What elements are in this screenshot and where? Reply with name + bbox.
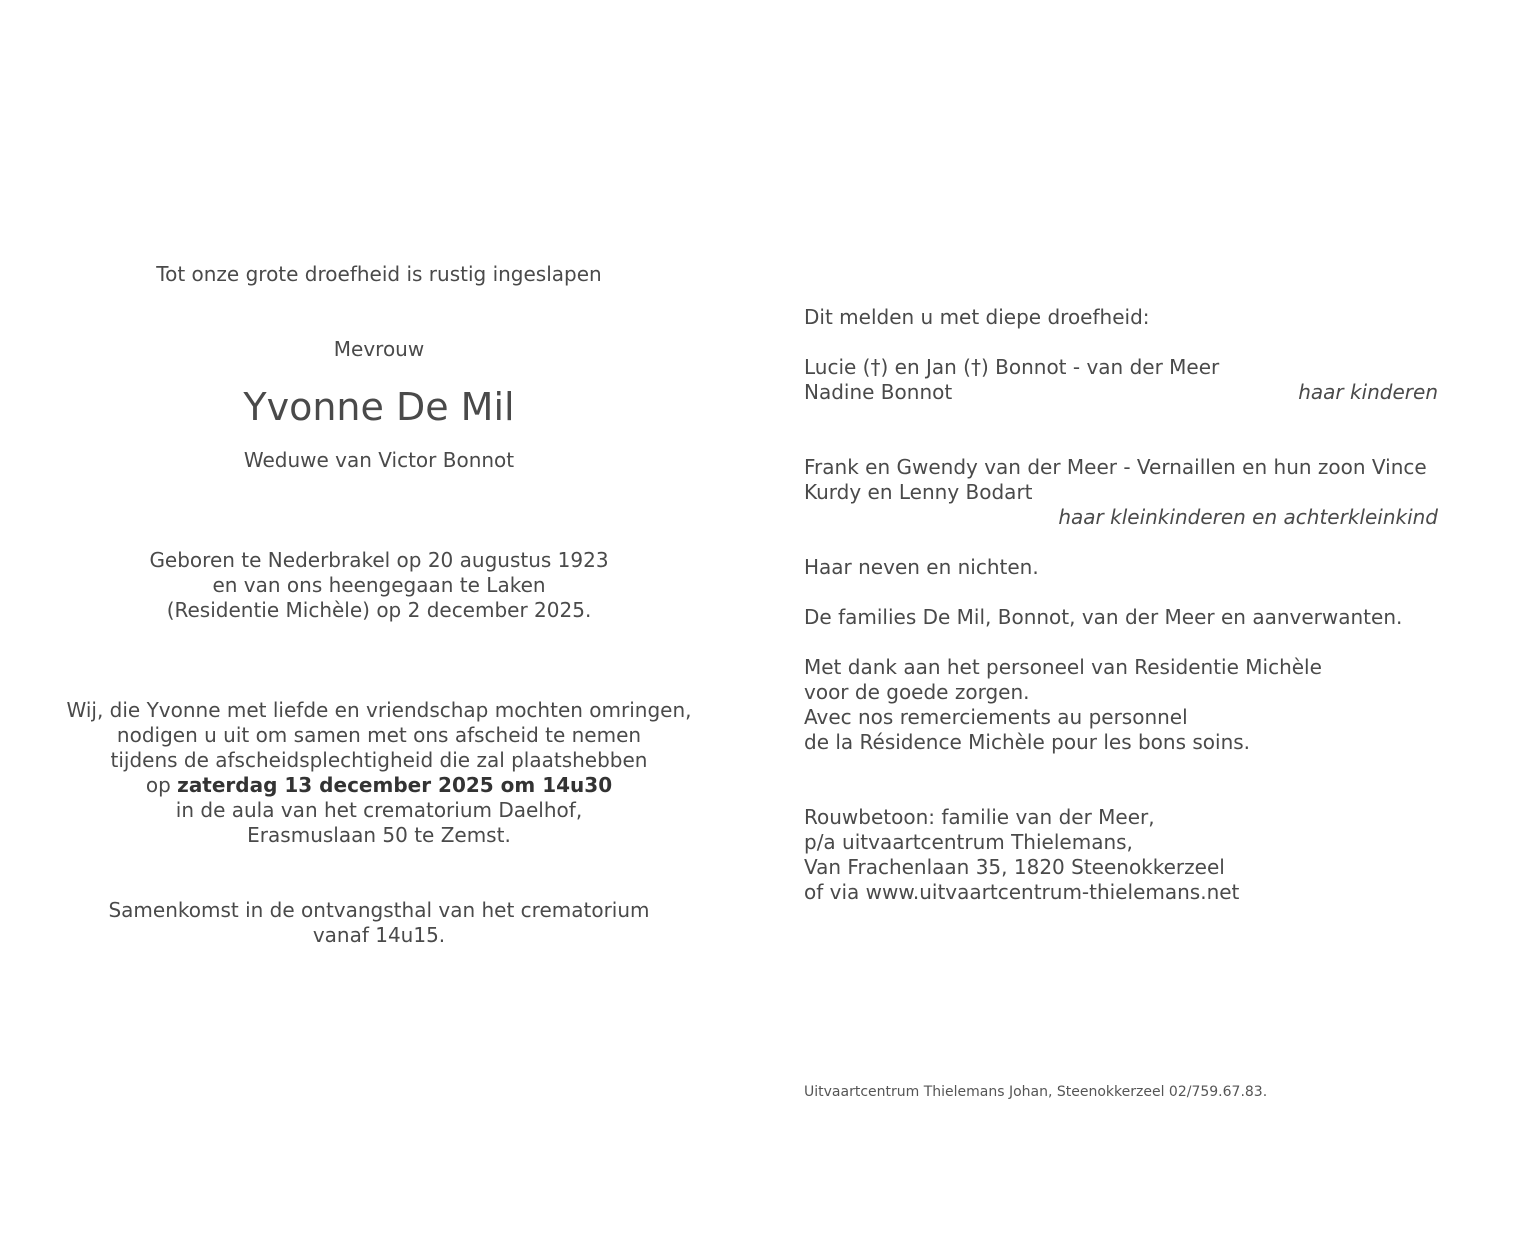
funeral-home-footer: Uitvaartcentrum Thielemans Johan, Steenokkerzeel 02/759.67.83. bbox=[804, 1084, 1268, 1100]
deceased-name: Yvonne De Mil bbox=[243, 385, 515, 429]
ceremony-date: zaterdag 13 december 2025 om 14u30 bbox=[177, 773, 613, 797]
children-line: Lucie (†) en Jan (†) Bonnot - van der Meer bbox=[804, 355, 1220, 379]
thanks-line: Met dank aan het personeel van Residentie Michèle bbox=[804, 655, 1322, 679]
children-role: haar kinderen bbox=[1298, 380, 1438, 404]
widow-of: Weduwe van Victor Bonnot bbox=[243, 448, 515, 472]
intro-text: Tot onze grote droefheid is rustig ingeslapen bbox=[156, 262, 602, 286]
gathering-line: Samenkomst in de ontvangsthal van het crematorium bbox=[108, 898, 650, 922]
birth-death-block bbox=[40, 548, 718, 623]
condolences-block bbox=[804, 805, 1438, 905]
salutation: Mevrouw bbox=[333, 337, 425, 361]
invite-date-line bbox=[40, 773, 718, 798]
families-text: De families De Mil, Bonnot, van der Meer en aanverwanten. bbox=[804, 605, 1403, 629]
grandchildren-line: Kurdy en Lenny Bodart bbox=[804, 480, 1033, 504]
grandchildren-block bbox=[804, 455, 1438, 530]
invite-line: tijdens de afscheidsplechtigheid die zal plaatshebben bbox=[110, 748, 648, 772]
mourners-heading: Dit melden u met diepe droefheid: bbox=[804, 305, 1150, 329]
gathering-block bbox=[40, 898, 718, 948]
announcement-right-column bbox=[804, 305, 1438, 905]
invite-line: nodigen u uit om samen met ons afscheid te nemen bbox=[116, 723, 642, 747]
thanks-line: Avec nos remerciements au personnel bbox=[804, 705, 1188, 729]
invite-line: Erasmuslaan 50 te Zemst. bbox=[247, 823, 511, 847]
condolences-line: Rouwbetoon: familie van der Meer, bbox=[804, 805, 1155, 829]
invite-date-prefix: op bbox=[145, 773, 178, 797]
born-line: en van ons heengegaan te Laken bbox=[212, 573, 546, 597]
born-line: (Residentie Michèle) op 2 december 2025. bbox=[166, 598, 592, 622]
gathering-line: vanaf 14u15. bbox=[312, 923, 446, 947]
thanks-line: de la Résidence Michèle pour les bons soins. bbox=[804, 730, 1251, 754]
condolences-website: of via www.uitvaartcentrum-thielemans.net bbox=[804, 880, 1240, 904]
thanks-block bbox=[804, 655, 1438, 755]
children-block bbox=[804, 355, 1438, 405]
born-line: Geboren te Nederbrakel op 20 augustus 1923 bbox=[149, 548, 609, 572]
condolences-line: Van Frachenlaan 35, 1820 Steenokkerzeel bbox=[804, 855, 1225, 879]
children-row bbox=[804, 380, 1438, 405]
grandchildren-role: haar kleinkinderen en achterkleinkind bbox=[1058, 505, 1438, 529]
announcement-left-column bbox=[40, 262, 718, 948]
condolences-line: p/a uitvaartcentrum Thielemans, bbox=[804, 830, 1133, 854]
children-line: Nadine Bonnot bbox=[804, 380, 953, 404]
invite-line: Wij, die Yvonne met liefde en vriendschap mochten omringen, bbox=[66, 698, 692, 722]
nephews-text: Haar neven en nichten. bbox=[804, 555, 1039, 579]
invite-line: in de aula van het crematorium Daelhof, bbox=[175, 798, 583, 822]
invitation-block bbox=[40, 698, 718, 848]
thanks-line: voor de goede zorgen. bbox=[804, 680, 1030, 704]
grandchildren-line: Frank en Gwendy van der Meer - Vernaillen en hun zoon Vince bbox=[804, 455, 1427, 479]
